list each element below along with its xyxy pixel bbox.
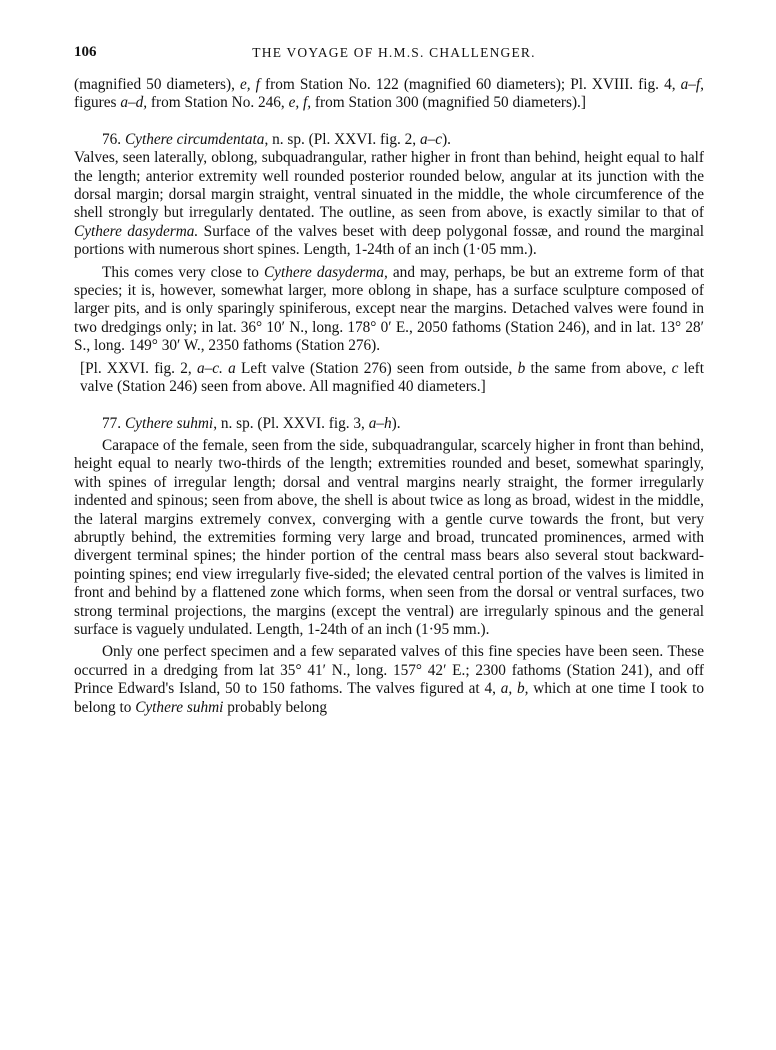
page-number: 106 [74,44,97,60]
body-text [74,76,704,717]
species-76-comparison: This comes very close to Cythere dasyderma, and may, perhaps, be but an extreme form of that species; it is, however, somewhat larger, more oblong in shape, has a surface sculpture composed of larger pits, and is only sparingly spiniferous, except near the margins. Detached valves were found in two dredgings only; in lat. 36° 10′ N., long. 178° 0′ E., 2050 fathoms (Station 246), and in lat. 13° 28′ S., long. 149° 30′ W., 2350 fathoms (Station 276). [74,263,704,355]
running-head: THE VOYAGE OF H.M.S. CHALLENGER. [252,45,536,60]
species-76-name: Cythere circumdentata [124,130,265,148]
page-header [74,44,714,66]
species-77-occurrence: Only one perfect specimen and a few separated valves of this fine species have been seen. These occurred in a dredging from lat 35° 41′ N., long. 157° 42′ E.; 2300 fathoms (Station 241), and off Prince Edward's Island, 50 to 150 fathoms. The valves figured at 4, a, b, which at one time I took to belong to Cythere suhmi probably belong [74,643,704,716]
species-76-plate-caption: [Pl. XXVI. fig. 2, a–c. a Left valve (Station 276) seen from outside, b the same from above, c left valve (Station 246) seen from above. All magnified 40 diameters.] [80,359,704,396]
previous-plate-caption-end: (magnified 50 diameters), e, f from Station No. 122 (magnified 60 diameters); Pl. XVIII. fig. 4, a–f, figures a–d, from Station No. 246, e, f, from Station 300 (magnified 50 diameters).] [74,76,704,112]
species-76-heading: 76. Cythere circumdentata, n. sp. (Pl. XXVI. fig. 2, a–c). [102,130,451,148]
species-77-heading: 77. Cythere suhmi, n. sp. (Pl. XXVI. fig. 3, a–h). [102,414,401,432]
species-76-description: Valves, seen laterally, oblong, subquadrangular, rather higher in front than behind, height equal to half the length; anterior extremity well rounded posterior rounded below, angular at its junction with the dorsal margin; dorsal margin straight, ventral sinuated in the middle, the whole circumference of the shell strongly but irregularly dentated. The outline, as seen from above, is exactly similar to that of Cythere dasyderma. Surface of the valves beset with deep polygonal fossæ, and round the marginal portions with numerous short spines. Length, 1-24th of an inch (1·05 mm.). [74,149,704,259]
species-77-name: Cythere suhmi [124,414,214,432]
species-77-description: Carapace of the female, seen from the side, subquadrangular, scarcely higher in front than behind, height equal to nearly two-thirds of the length; extremities rounded and beset, somewhat sparingly, with spines of irregular length; dorsal and ventral margins nearly straight, the former irregularly indented and spinous; seen from above, the shell is about twice as long as broad, widest in the middle, the lateral margins extremely convex, converging with a gentle curve towards the front, but very abruptly behind, the extremities forming very large and broad, truncated prominences, armed with divergent terminal spines; the hinder portion of the central mass bears also several stout backward-pointing spines; end view irregularly five-sided; the elevated central portion of the valves is limited in front and behind by a flattened zone which forms, when seen from the dorsal or ventral surfaces, two strong terminal projections, the margins (except the ventral) are irregularly spinous and the general surface is vaguely undulated. Length, 1-24th of an inch (1·95 mm.). [74,436,704,638]
